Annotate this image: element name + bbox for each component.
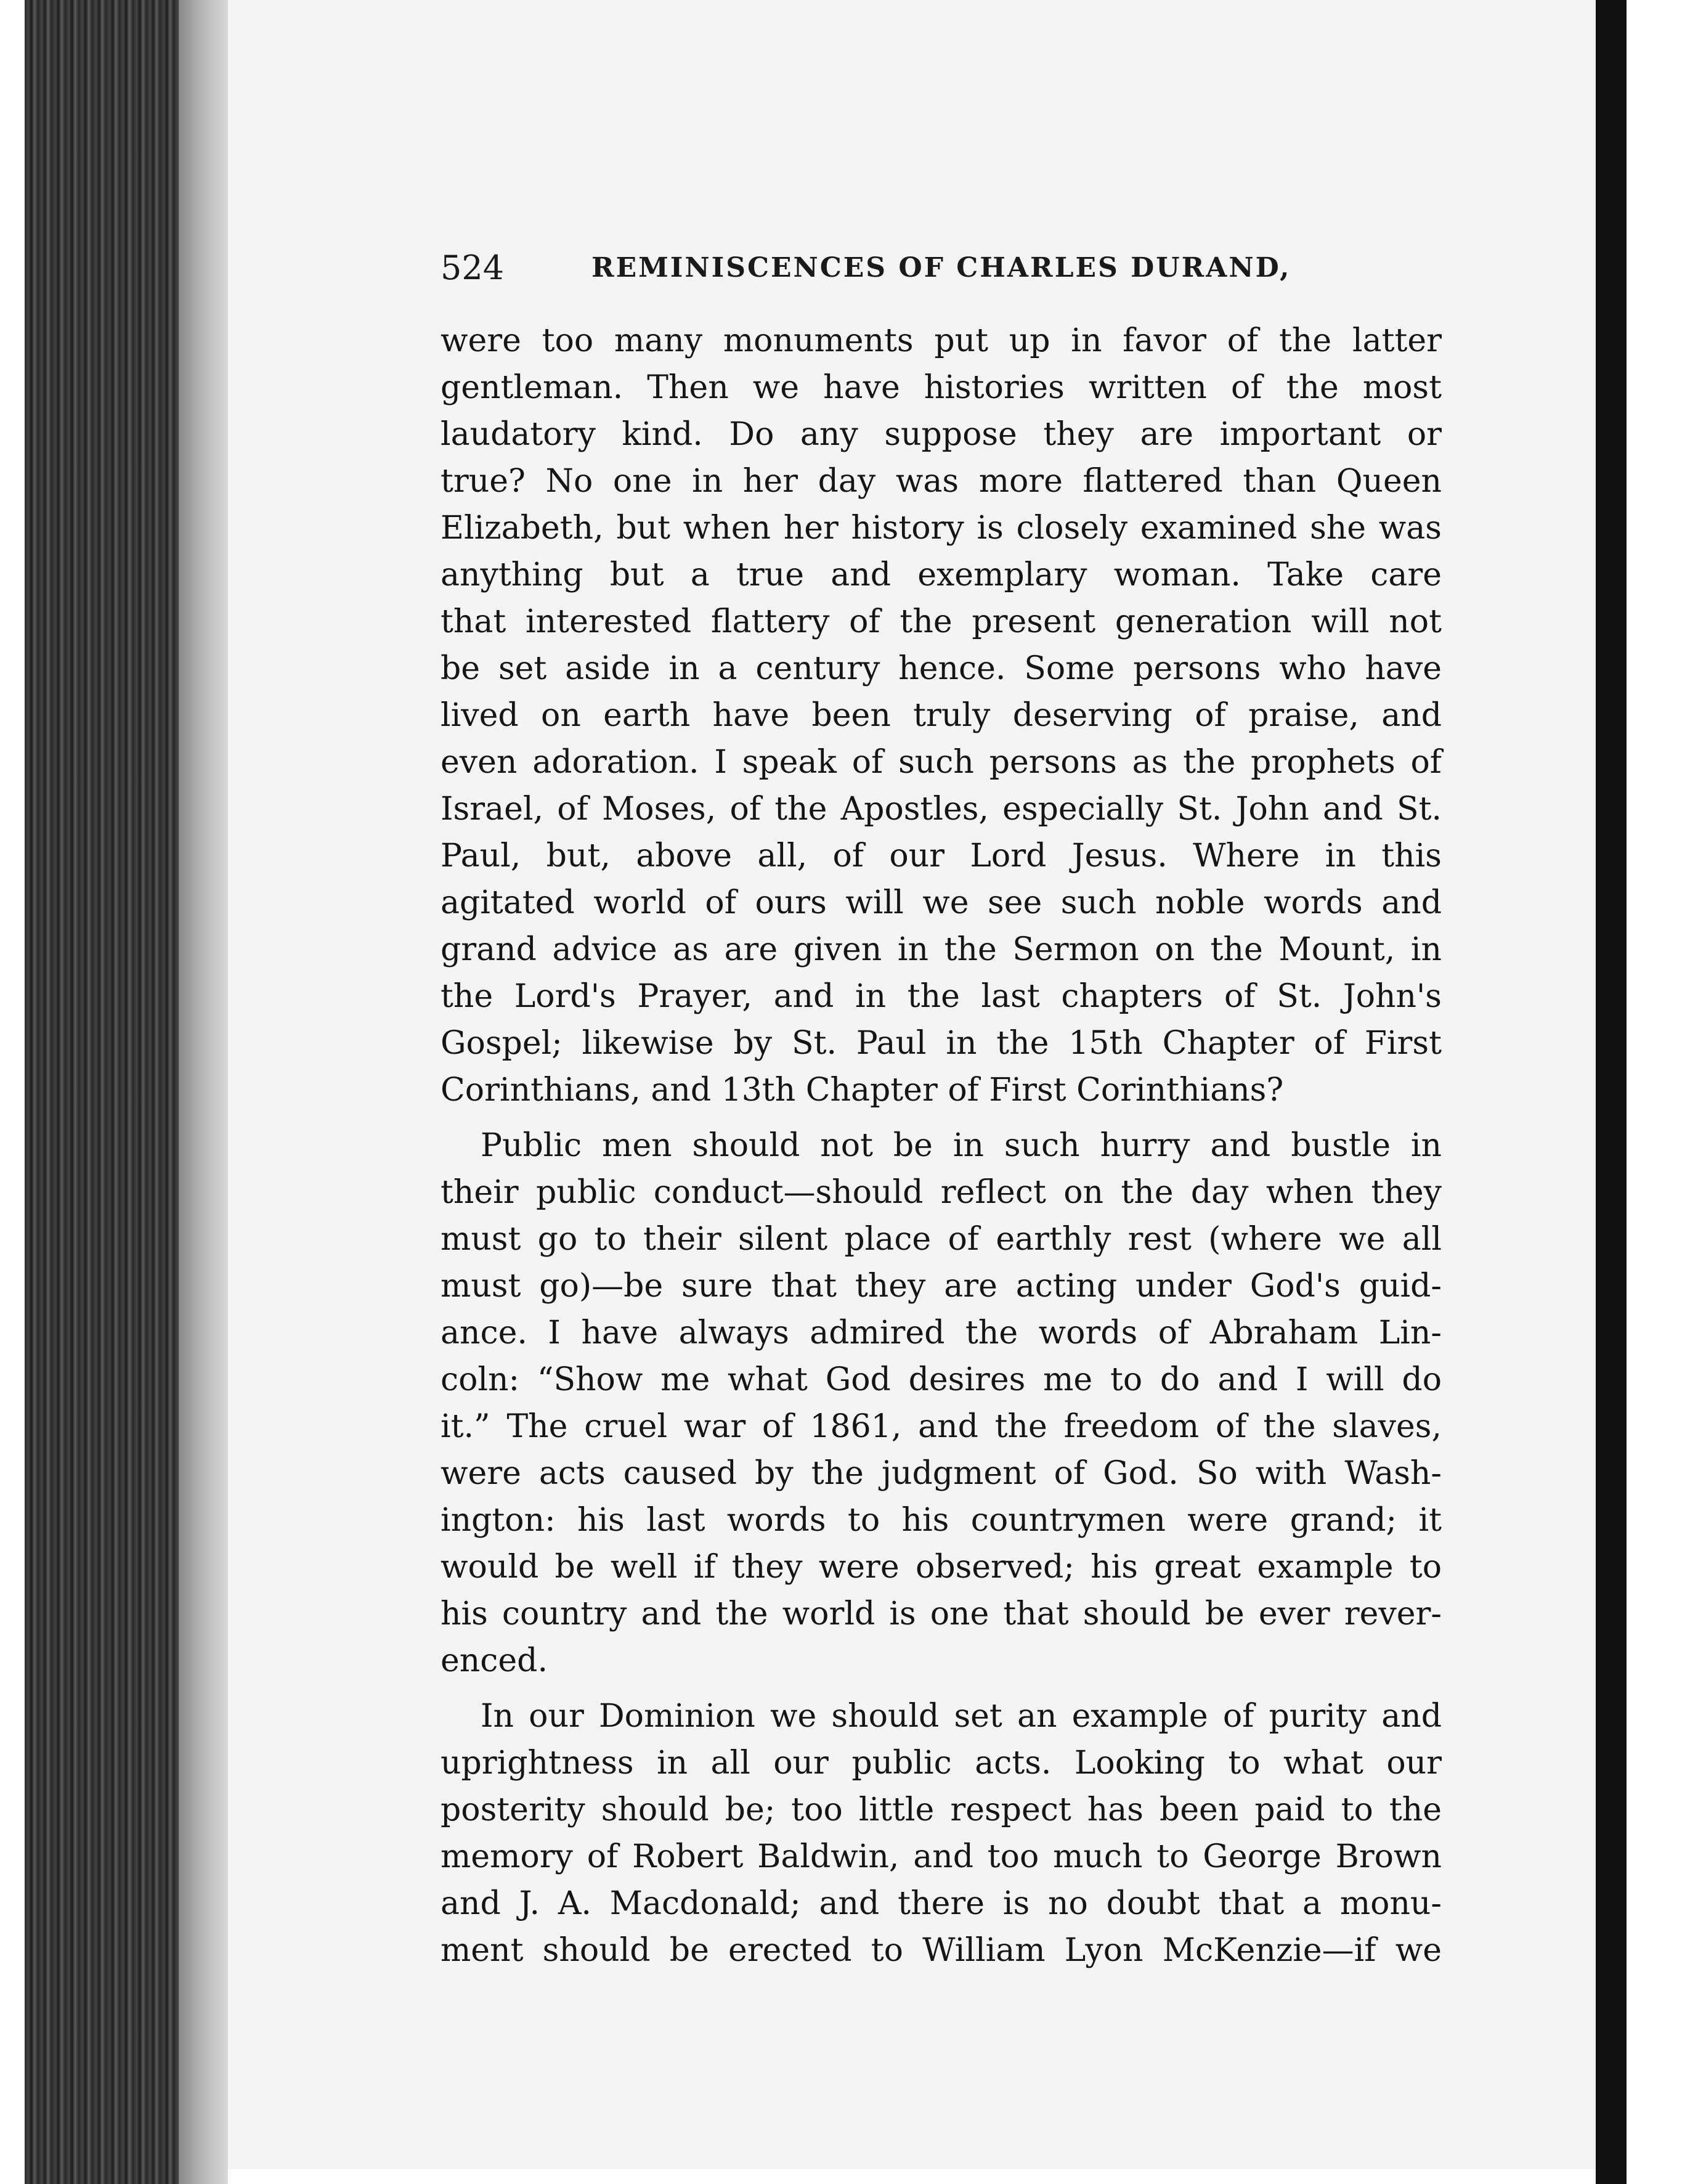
text-line: In our Dominion we should set an example of purity and: [481, 1698, 1442, 1735]
paragraph-1: [441, 317, 1442, 1114]
text-line: it.” The cruel war of 1861, and the freedom of the slaves,: [441, 1408, 1442, 1445]
text-line: were too many monuments put up in favor of the latter: [441, 322, 1442, 359]
paragraph-3: [441, 1693, 1442, 1974]
text-line: lived on earth have been truly deserving of praise, and: [441, 697, 1442, 734]
text-line: Public men should not be in such hurry and bustle in: [481, 1127, 1442, 1164]
text-line: Gospel; likewise by St. Paul in the 15th Chapter of First: [441, 1025, 1442, 1062]
text-line: agitated world of ours will we see such noble words and: [441, 884, 1442, 921]
text-line: were acts caused by the judgment of God. So with Wash-: [441, 1455, 1442, 1492]
page-number: 524: [441, 248, 505, 287]
scan-border: [1596, 0, 1627, 2184]
text-line: the Lord's Prayer, and in the last chapters of St. John's: [441, 978, 1442, 1015]
text-line: ington: his last words to his countrymen were grand; it: [441, 1502, 1442, 1539]
text-line: his country and the world is one that should be ever rever-: [441, 1595, 1442, 1632]
text-line: enced.: [441, 1642, 548, 1679]
text-line: must go)—be sure that they are acting under God's guid-: [441, 1268, 1442, 1305]
text-line: Corinthians, and 13th Chapter of First Corinthians?: [441, 1072, 1284, 1109]
text-line: uprightness in all our public acts. Looking to what our: [441, 1745, 1442, 1782]
text-line: that interested flattery of the present generation will not: [441, 603, 1442, 640]
text-line: be set aside in a century hence. Some persons who have: [441, 650, 1442, 687]
text-line: Paul, but, above all, of our Lord Jesus. Where in this: [441, 837, 1442, 874]
text-line: memory of Robert Baldwin, and too much to George Brown: [441, 1838, 1442, 1875]
book-gutter: [179, 0, 228, 2184]
text-line: grand advice as are given in the Sermon on the Mount, in: [441, 931, 1442, 968]
text-line: ment should be erected to William Lyon McKenzie—if we: [441, 1932, 1442, 1969]
text-line: their public conduct—should reflect on the day when they: [441, 1174, 1442, 1211]
text-line: coln: “Show me what God desires me to do and I will do: [441, 1361, 1442, 1398]
text-line: anything but a true and exemplary woman. Take care: [441, 556, 1442, 593]
body-text: [441, 317, 1442, 1974]
text-line: true? No one in her day was more flattered than Queen: [441, 463, 1442, 500]
text-line: Israel, of Moses, of the Apostles, especially St. John and St.: [441, 791, 1442, 828]
paragraph-2: [441, 1122, 1442, 1684]
page-header: [441, 243, 1439, 293]
text-line: laudatory kind. Do any suppose they are important or: [441, 416, 1442, 453]
text-line: gentleman. Then we have histories written of the most: [441, 369, 1442, 406]
text-line: posterity should be; too little respect has been paid to the: [441, 1791, 1442, 1828]
text-line: and J. A. Macdonald; and there is no doubt that a monu-: [441, 1885, 1442, 1922]
text-line: would be well if they were observed; his great example to: [441, 1549, 1442, 1586]
running-title: REMINISCENCES OF CHARLES DURAND,: [591, 252, 1291, 283]
text-line: even adoration. I speak of such persons as the prophets of: [441, 744, 1442, 781]
text-line: ance. I have always admired the words of Abraham Lin-: [441, 1314, 1442, 1351]
text-line: Elizabeth, but when her history is closely examined she was: [441, 510, 1442, 547]
text-line: must go to their silent place of earthly rest (where we all: [441, 1221, 1442, 1258]
